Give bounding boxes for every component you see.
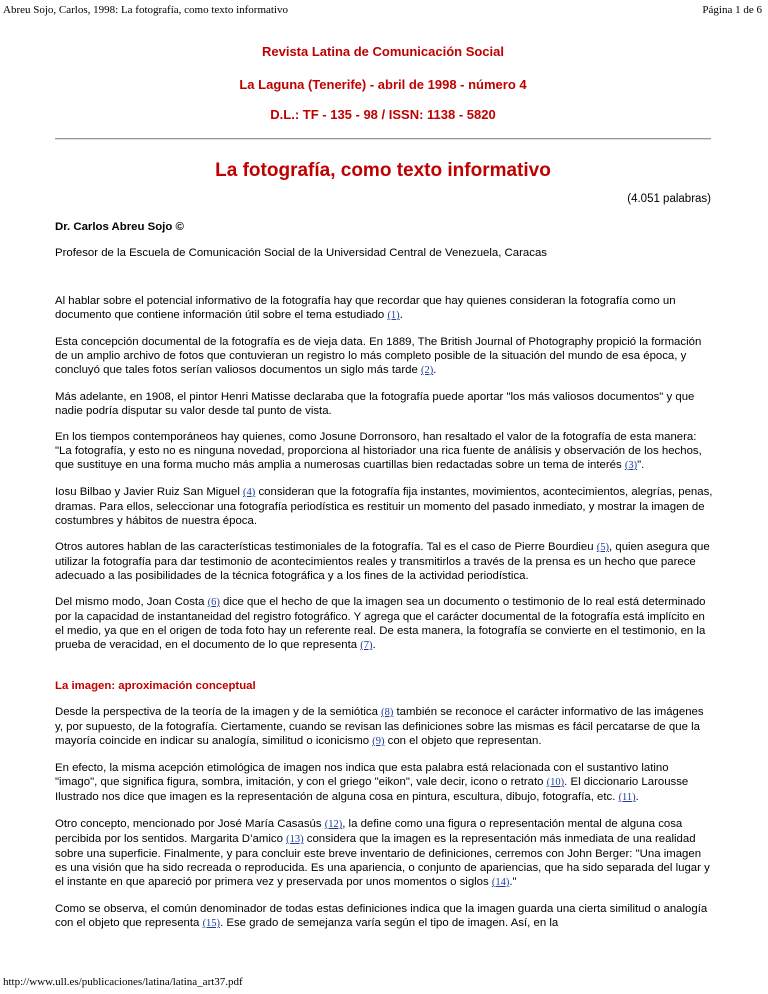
section-heading: La imagen: aproximación conceptual [55, 680, 256, 692]
paragraph [55, 390, 713, 418]
footnote-link[interactable]: (5) [596, 542, 610, 553]
footnote-link[interactable]: (14) [491, 877, 510, 888]
article-title: La fotografía, como texto informativo [215, 160, 551, 181]
footnote-link[interactable]: (15) [202, 918, 221, 929]
paragraph-text: ." [509, 876, 517, 888]
paragraph-text: , la define como una figura o representación mental de alguna cosa percibida por los sentidos. Margarita D’amico [55, 818, 683, 845]
footnote-link[interactable]: (9) [372, 736, 385, 747]
print-footer-url: http://www.ull.es/publicaciones/latina/latina_art37.pdf [3, 976, 243, 988]
legal-line: D.L.: TF - 135 - 98 / ISSN: 1138 - 5820 [270, 107, 496, 122]
footnote-link[interactable]: (12) [324, 819, 343, 830]
article-body [55, 220, 713, 943]
paragraph [55, 902, 713, 931]
paragraph [55, 430, 713, 473]
paragraph-text: En efecto, la misma acepción etimológica de imagen nos indica que esta palabra está relacionada con el sustantivo latino "imago", que significa figura, sombra, imitación, y con el griego "eikon", vale decir, icono o retrato [55, 762, 669, 788]
paragraph-text: Más adelante, en 1908, el pintor Henri Matisse declaraba que la fotografía puede aportar "los más valiosos documentos" y que nadie podría disputar su valor desde tal punto de vista. [55, 391, 695, 417]
journal-name: Revista Latina de Comunicación Social [261, 44, 504, 59]
paragraph [55, 294, 713, 323]
paragraph-text: considera que la imagen es la representación más inmediata de una realidad sobre una superficie. Finalmente, y para concluir este breve inventario de definiciones, cerremos con John Berger: "Una imagen es una visión que ha sido recreada o reproducida. Es una apariencia, o conjunto de apariencias, que ha sido separada del lugar y el instante en que apareció por primera vez y preservada por unos momentos o siglos [55, 833, 710, 888]
paragraph-text: En los tiempos contemporáneos hay quienes, como Josune Dorronsoro, han resaltado el valor de la fotografía de esta manera: "La fotografía, y esto no es ninguna novedad, proporciona al historiador una rica fuente de análisis y observación de los hechos, que sustituye en una forma mucho más amplia a numerosas cuartillas bien redactadas sobre un tema de interés [55, 431, 702, 471]
issue-line: La Laguna (Tenerife) - abril de 1998 - número 4 [239, 77, 527, 92]
paragraph-text: . El diccionario Larousse Ilustrado nos dice que imagen es la representación de alguna cosa en pintura, escultura, dibujo, fotografía, etc. [55, 776, 689, 803]
section-paragraphs [55, 705, 713, 931]
paragraph-text: con el objeto que representan. [384, 735, 542, 747]
footnote-link[interactable]: (10) [546, 777, 565, 788]
paragraph [55, 595, 713, 653]
footnote-link[interactable]: (7) [360, 640, 373, 651]
paragraph-text: Como se observa, el común denominador de todas estas definiciones indica que la imagen guarda una cierta similitud o analogía con el objeto que representa [55, 903, 708, 929]
paragraph-text: . Ese grado de semejanza varía según el tipo de imagen. Así, en la [220, 917, 559, 929]
divider [55, 138, 711, 140]
paragraph-text: Del mismo modo, Joan Costa [55, 596, 208, 608]
paragraph [55, 335, 713, 378]
footnote-link[interactable]: (6) [207, 597, 220, 608]
paragraph [55, 761, 713, 805]
word-count: (4.051 palabras) [627, 193, 711, 205]
footnote-link[interactable]: (2) [420, 365, 434, 376]
footnote-link[interactable]: (8) [381, 707, 394, 718]
paragraph-text: . [372, 639, 376, 651]
paragraph-text: también se reconoce el carácter informativo de las imágenes y, por supuesto, de la fotografía. Ciertamente, cuando se revisan las definiciones sobre las mismas es fácil percatarse de que la mayoría coincide en indicar su analogía, similitud o iconicismo [55, 706, 704, 747]
print-header-title: Abreu Sojo, Carlos, 1998: La fotografía, como texto informativo [3, 4, 289, 16]
paragraph-text: Esta concepción documental de la fotografía es de vieja data. En 1889, The British Journal of Photography propició la formación de un amplio archivo de fotos que contuvieran un registro lo más completo posible de la situación del mundo de esa época, y concluyó que tales fotos serían valiosos documentos un siglo más tarde [55, 336, 702, 376]
footnote-link[interactable]: (1) [387, 310, 400, 321]
affiliation: Profesor de la Escuela de Comunicación Social de la Universidad Central de Venezuela, Caracas [55, 247, 547, 259]
paragraph-text: , quien asegura que utilizar la fotografía para dar testimonio de acontecimientos reales y transmitirlos a través de la prensa es un hecho que parece adecuado a las posibilidades de la técnica fotográfica y a los fines de la actividad periodística. [55, 541, 710, 582]
footnote-link[interactable]: (4) [243, 487, 256, 498]
paragraph-text: . [635, 791, 639, 803]
author: Dr. Carlos Abreu Sojo © [55, 221, 184, 233]
paragraph-text: dice que el hecho de que la imagen sea un documento o testimonio de lo real está determinado por la capacidad de instantaneidad del registro fotográfico. Y agrega que el carácter documental de la fotografía está implícito en el medio, ya que en el origen de toda foto hay un referente real. De esta manera, la fotografía se convierte en el testimonio, en la prueba de veracidad, en el documento de lo que representa [55, 596, 706, 651]
print-header [3, 4, 762, 18]
paragraph [55, 817, 713, 890]
paragraph-text: . [399, 309, 403, 321]
paragraph-text: ". [637, 459, 645, 471]
paragraph [55, 485, 713, 528]
paragraph-text: consideran que la fotografía fija instantes, movimientos, acontecimientos, alegrías, penas, dramas. Para ellos, seleccionar una fotografía periodística es restituir un momento del pasado inmediato, y mostrar la imagen de costumbres y hábitos de nuestra época. [55, 486, 713, 527]
footnote-link[interactable]: (13) [286, 834, 304, 845]
paragraph-text: Iosu Bilbao y Javier Ruiz San Miguel [55, 486, 244, 498]
paragraph-text: Otros autores hablan de las características testimoniales de la fotografía. Tal es el caso de Pierre Bourdieu [55, 541, 597, 553]
paragraph-text: Desde la perspectiva de la teoría de la imagen y de la semiótica [55, 706, 382, 718]
print-header-page: Página 1 de 6 [702, 4, 762, 16]
footnote-link[interactable]: (3) [624, 460, 638, 471]
paragraph [55, 705, 713, 749]
paragraph [55, 540, 713, 583]
paragraph-text: Al hablar sobre el potencial informativo de la fotografía hay que recordar que hay quienes consideran la fotografía como un documento que contiene información útil sobre el tema estudiado [55, 295, 676, 321]
paragraph-text: Otro concepto, mencionado por José María Casasús [55, 818, 325, 830]
footnote-link[interactable]: (11) [618, 792, 636, 803]
paragraph-text: . [433, 364, 437, 376]
intro-paragraphs [55, 294, 713, 653]
